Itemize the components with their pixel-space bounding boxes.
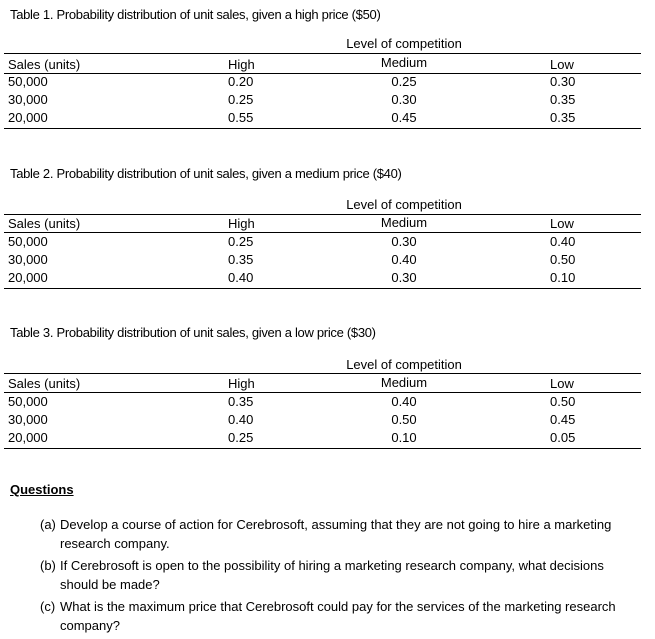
table-cell: 0.30 xyxy=(391,234,417,249)
table-cell: 0.50 xyxy=(550,252,576,267)
table-cell: 0.35 xyxy=(228,394,254,409)
table-cell: 0.25 xyxy=(391,74,417,89)
table-cell: 0.40 xyxy=(550,234,576,249)
question-b xyxy=(40,556,640,594)
table-cell: 0.35 xyxy=(550,110,576,125)
table-1 xyxy=(4,36,641,130)
table-cell: 0.25 xyxy=(228,430,254,445)
table-cell: 0.10 xyxy=(391,430,417,445)
table-cell: 0.40 xyxy=(391,394,417,409)
table-cell: 20,000 xyxy=(8,430,48,445)
table-cell: 50,000 xyxy=(8,394,48,409)
table-cell: 0.30 xyxy=(391,270,417,285)
table-cell: 0.40 xyxy=(228,412,254,427)
question-c xyxy=(40,597,640,635)
table-cell: 0.55 xyxy=(228,110,254,125)
question-label: (c) xyxy=(40,599,56,614)
col-header-high: High xyxy=(228,57,255,72)
col-header-low: Low xyxy=(550,216,574,231)
col-header-low: Low xyxy=(550,376,574,391)
col-header-medium: Medium xyxy=(380,215,428,230)
table-cell: 0.25 xyxy=(228,234,254,249)
group-header: Level of competition xyxy=(346,197,462,212)
questions-heading: Questions xyxy=(10,482,74,497)
table-3-caption: Table 3. Probability distribution of unit sales, given a low price ($30) xyxy=(10,325,376,340)
rule-bottom xyxy=(4,448,641,449)
col-header-low: Low xyxy=(550,57,574,72)
col-header-sales: Sales (units) xyxy=(8,57,81,72)
table-cell: 20,000 xyxy=(8,110,48,125)
rule-bottom xyxy=(4,288,641,289)
table-cell: 0.20 xyxy=(228,74,254,89)
table-1-caption: Table 1. Probability distribution of unit sales, given a high price ($50) xyxy=(10,7,381,22)
table-2-caption: Table 2. Probability distribution of unit sales, given a medium price ($40) xyxy=(10,166,402,181)
table-cell: 50,000 xyxy=(8,74,48,89)
rule-top xyxy=(4,373,641,374)
col-header-sales: Sales (units) xyxy=(8,376,81,391)
table-cell: 0.50 xyxy=(550,394,576,409)
question-a xyxy=(40,515,640,553)
rule-top xyxy=(4,214,641,215)
col-header-sales: Sales (units) xyxy=(8,216,81,231)
table-cell: 30,000 xyxy=(8,412,48,427)
question-label: (a) xyxy=(40,517,56,532)
col-header-high: High xyxy=(228,376,255,391)
question-label: (b) xyxy=(40,558,56,573)
table-3 xyxy=(4,357,641,451)
rule-header xyxy=(4,73,641,74)
table-cell: 0.35 xyxy=(550,92,576,107)
question-text: Develop a course of action for Cerebrosoft, assuming that they are not going to hire a marketing research company. xyxy=(60,517,612,551)
table-cell: 0.25 xyxy=(228,92,254,107)
table-cell: 0.35 xyxy=(228,252,254,267)
table-cell: 0.45 xyxy=(391,110,417,125)
table-cell: 0.10 xyxy=(550,270,576,285)
table-cell: 20,000 xyxy=(8,270,48,285)
question-text: What is the maximum price that Cerebrosoft could pay for the services of the marketing research company? xyxy=(60,599,616,633)
table-cell: 0.30 xyxy=(550,74,576,89)
table-cell: 0.50 xyxy=(391,412,417,427)
group-header: Level of competition xyxy=(346,36,462,51)
rule-bottom xyxy=(4,128,641,129)
group-header: Level of competition xyxy=(346,357,462,372)
rule-top xyxy=(4,53,641,54)
col-header-high: High xyxy=(228,216,255,231)
col-header-medium: Medium xyxy=(380,55,428,70)
table-cell: 50,000 xyxy=(8,234,48,249)
rule-header xyxy=(4,392,641,393)
table-cell: 0.40 xyxy=(228,270,254,285)
table-cell: 30,000 xyxy=(8,92,48,107)
table-cell: 30,000 xyxy=(8,252,48,267)
table-cell: 0.45 xyxy=(550,412,576,427)
table-cell: 0.05 xyxy=(550,430,576,445)
table-2 xyxy=(4,197,641,291)
col-header-medium: Medium xyxy=(380,375,428,390)
table-cell: 0.40 xyxy=(391,252,417,267)
table-cell: 0.30 xyxy=(391,92,417,107)
rule-header xyxy=(4,232,641,233)
question-text: If Cerebrosoft is open to the possibility of hiring a marketing research company, what decisions should be made? xyxy=(60,558,604,592)
